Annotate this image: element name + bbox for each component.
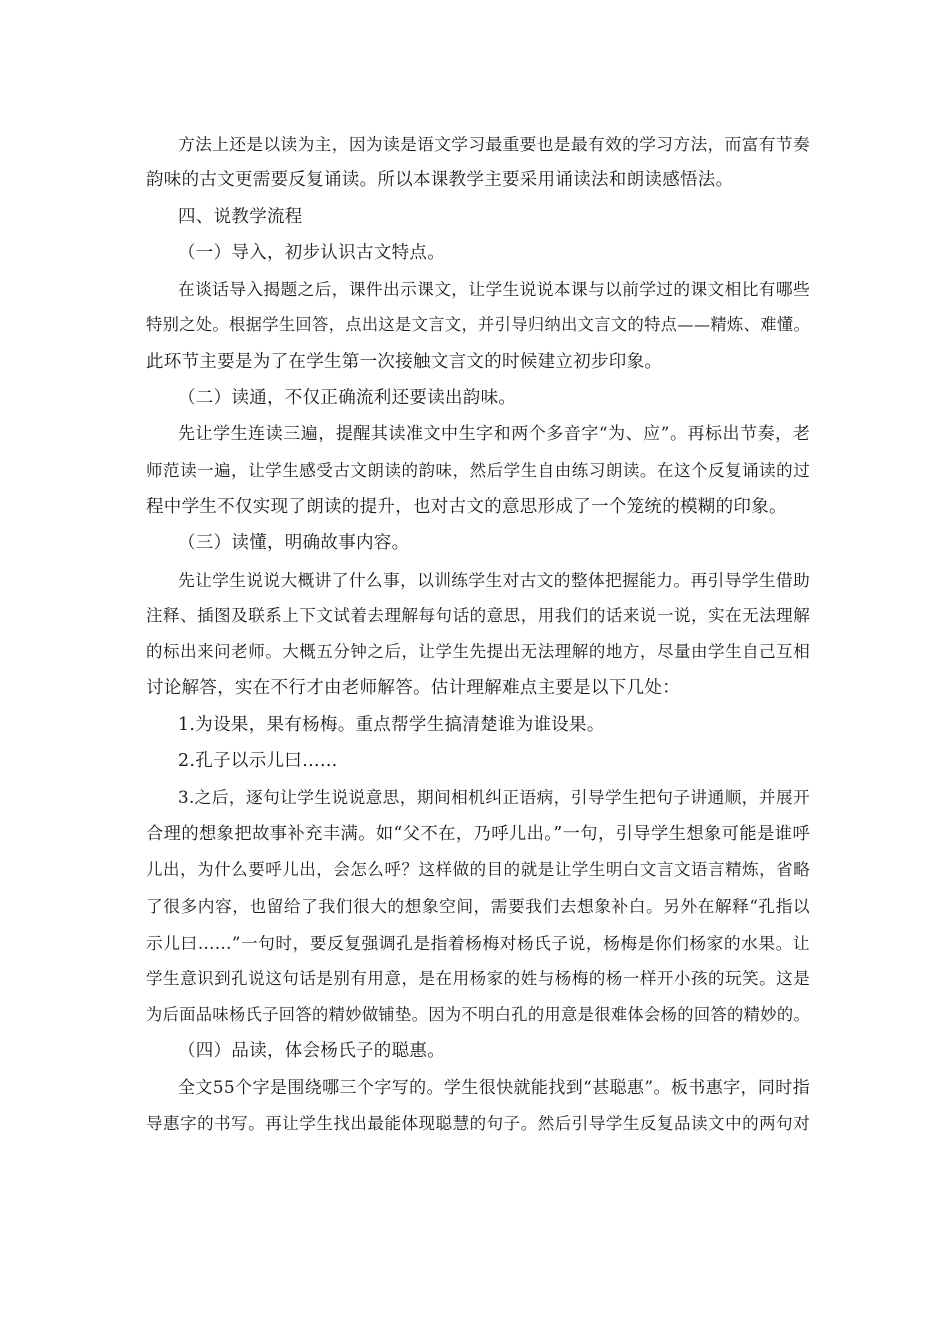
paragraph-line: 2.孔子以示儿曰…… <box>178 751 338 772</box>
paragraph-line: 先让学生连读三遍，提醒其读准文中生字和两个多音字“为、应”。再标出节奏，老 <box>178 424 810 445</box>
paragraph-line: （四）品读，体会杨氏子的聪惠。 <box>178 1041 445 1062</box>
paragraph-line: 3.之后，逐句让学生说说意思，期间相机纠正语病，引导学生把句子讲通顺，并展开 <box>178 787 810 808</box>
paragraph-line: 讨论解答，实在不行才由老师解答。估计理解难点主要是以下几处： <box>146 678 680 699</box>
paragraph-line: 先让学生说说大概讲了什么事，以训练学生对古文的整体把握能力。再引导学生借助 <box>178 569 810 590</box>
paragraph-line: 导惠字的书写。再让学生找出最能体现聪慧的句子。然后引导学生反复品读文中的两句对 <box>146 1114 810 1134</box>
paragraph-line: 四、说教学流程 <box>178 206 303 227</box>
paragraph-line: 为后面品味杨氏子回答的精妙做铺垫。因为不明白孔的用意是很难体会杨的回答的精妙的。 <box>146 1005 810 1025</box>
paragraph-line: 程中学生不仅实现了朗读的提升，也对古文的意思形成了一个笼统的模糊的印象。 <box>146 496 787 517</box>
paragraph-line: 了很多内容，也留给了我们很大的想象空间，需要我们去想象补白。另外在解释“孔指以 <box>146 896 810 917</box>
paragraph-line: 方法上还是以读为主，因为读是语文学习最重要也是最有效的学习方法，而富有节奏 <box>178 134 810 154</box>
paragraph-line: 注释、插图及联系上下文试着去理解每句话的意思，用我们的话来说一说，实在无法理解 <box>146 605 810 625</box>
paragraph-line: 的标出来问老师。大概五分钟之后，让学生先提出无法理解的地方，尽量由学生自己互相 <box>146 642 810 662</box>
document-body <box>146 126 810 1142</box>
paragraph-line: （三）读懂，明确故事内容。 <box>178 533 410 554</box>
paragraph-line: 合理的想象把故事补充丰满。如“父不在，乃呼儿出。”一句，引导学生想象可能是谁呼 <box>146 823 810 844</box>
paragraph-line: 学生意识到孔说这句话是别有用意，是在用杨家的姓与杨梅的杨一样开小孩的玩笑。这是 <box>146 968 810 988</box>
paragraph-line: 1.为设果，果有杨梅。重点帮学生搞清楚谁为谁设果。 <box>178 714 605 735</box>
paragraph-line: （二）读通，不仅正确流利还要读出韵味。 <box>178 388 517 409</box>
paragraph-line: 师范读一遍，让学生感受古文朗读的韵味，然后学生自由练习朗读。在这个反复诵读的过 <box>146 460 810 480</box>
paragraph-line: 示儿曰……”一句时，要反复强调孔是指着杨梅对杨氏子说，杨梅是你们杨家的水果。让 <box>146 932 810 953</box>
paragraph-line: 韵味的古文更需要反复诵读。所以本课教学主要采用诵读法和朗读感悟法。 <box>146 170 734 191</box>
paragraph-line: 特别之处。根据学生回答，点出这是文言文，并引导归纳出文言文的特点——精炼、难懂。 <box>146 315 810 335</box>
paragraph-line: 在谈话导入揭题之后，课件出示课文，让学生说说本课与以前学过的课文相比有哪些 <box>178 279 810 300</box>
paragraph-line: 儿出，为什么要呼儿出，会怎么呼？这样做的目的就是让学生明白文言文语言精炼，省略 <box>146 859 810 879</box>
paragraph-line: （一）导入，初步认识古文特点。 <box>178 242 445 263</box>
paragraph-line: 此环节主要是为了在学生第一次接触文言文的时候建立初步印象。 <box>146 351 663 372</box>
paragraph-line: 全文55个字是围绕哪三个字写的。学生很快就能找到“甚聪惠”。板书惠字，同时指 <box>178 1077 810 1098</box>
